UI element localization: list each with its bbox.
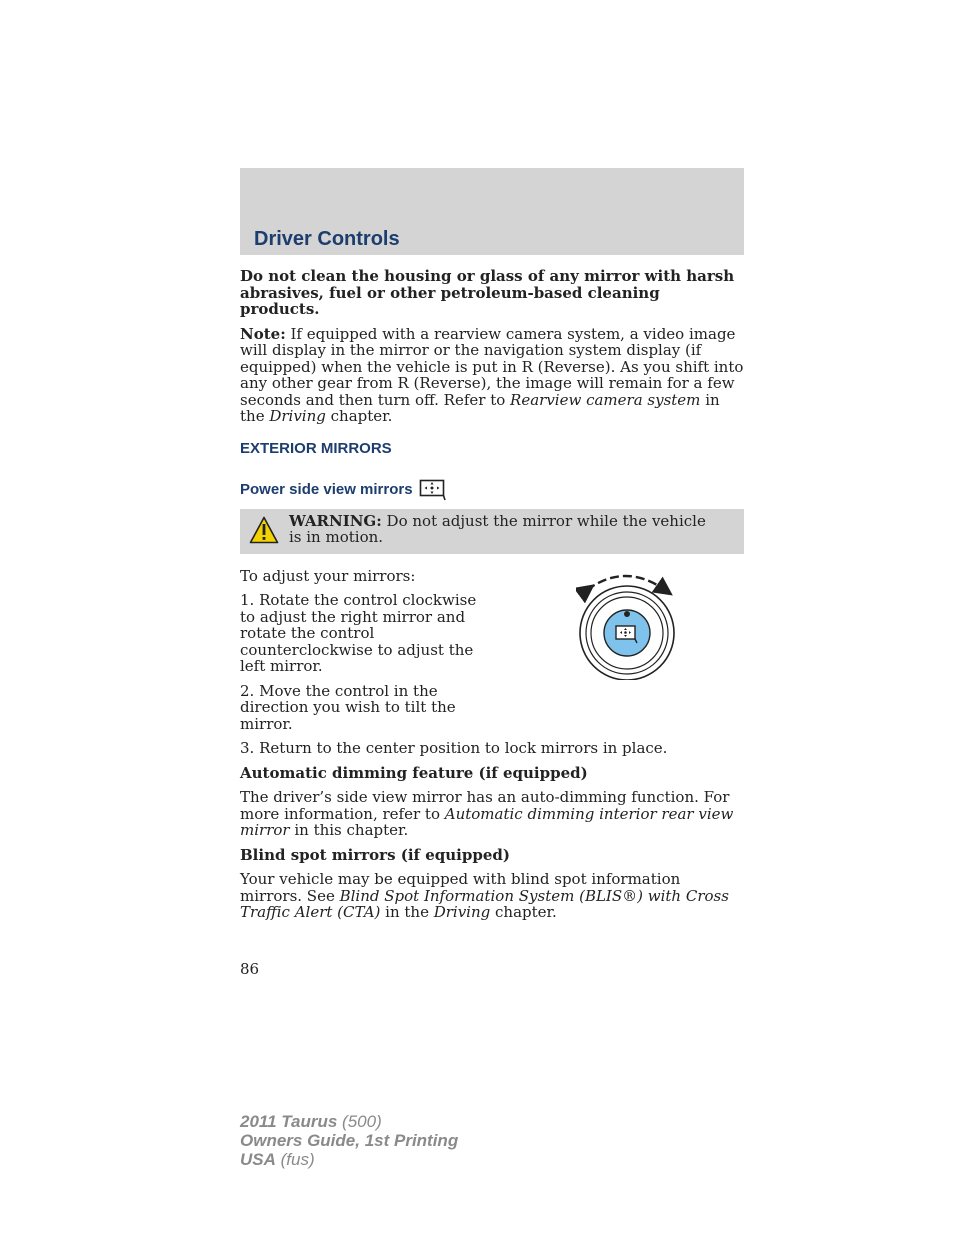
note-label: Note: [240,324,286,343]
auto-dim-text-2: in this chapter. [289,821,409,839]
warning-label: WARNING: [289,511,382,530]
footer-line-1 [240,1112,458,1131]
power-mirror-icon [419,479,447,501]
note-text-1: If equipped with a rearview camera system, a video image will display in the mirror or the navigation system display (if equipped) when the vehicle is put in R (Reverse). As you shift into any other gear from R (Reverse), the image will remain for a few seconds and then turn off. Refer to [240,324,744,409]
step-1: 1. Rotate the control clockwise to adjust the right mirror and rotate the control counterclockwise to adjust the left mirror. [240,591,477,675]
auto-dim-ref: Automatic dimming interior rear view mirror [240,804,734,839]
blind-spot-text-2: in the [380,903,434,921]
footer-line-2 [240,1131,458,1150]
footer-guide: Owners Guide, 1st Printing [240,1131,459,1150]
blind-spot-ref-blis: Blind Spot Information System (BLIS®) with Cross Traffic Alert (CTA) [240,886,729,921]
auto-dim-heading: Automatic dimming feature (if equipped) [240,763,588,782]
warning-box [240,509,744,554]
note-ref-rearview-camera: Rearview camera system [510,390,701,409]
step-2: 2. Move the control in the direction you wish to tilt the mirror. [240,681,456,733]
blind-spot-text-1: Your vehicle may be equipped with blind spot information mirrors. See [240,870,681,905]
note-paragraph [240,326,744,425]
subsection-heading-row [240,479,744,501]
auto-dim-paragraph [240,789,744,839]
mirror-control-knob-illustration [576,568,676,680]
auto-dim-text-1: The driver’s side view mirror has an auto-dimming function. For more information, refer to [240,788,730,823]
page-content [240,268,744,921]
subsection-heading: Power side view mirrors [240,481,413,498]
footer-line-3 [240,1150,458,1169]
document-footer [240,1112,458,1169]
blind-spot-text-3: chapter. [490,903,557,921]
footer-region-code: (fus) [275,1150,315,1169]
footer-model: 2011 Taurus [240,1112,338,1131]
blind-spot-ref-driving: Driving [433,903,491,921]
cleaning-caution: Do not clean the housing or glass of any mirror with harsh abrasives, fuel or other petroleum-based cleaning products. [240,267,735,318]
blind-spot-paragraph [240,871,744,921]
adjust-intro: To adjust your mirrors: [240,566,416,585]
page-number: 86 [240,960,260,978]
blind-spot-heading: Blind spot mirrors (if equipped) [240,845,510,864]
section-heading: EXTERIOR MIRRORS [240,439,392,457]
note-text-2: in the [240,390,720,425]
warning-text [289,513,714,546]
warning-triangle-icon [249,516,279,544]
footer-region: USA [240,1150,276,1169]
note-ref-driving: Driving [269,407,326,425]
warning-message: Do not adjust the mirror while the vehicle is in motion. [289,511,706,546]
chapter-header-band [240,168,744,255]
chapter-title: Driver Controls [254,228,400,250]
note-text-3: chapter. [325,407,393,425]
adjust-text-column [240,568,495,733]
step-3: 3. Return to the center position to lock mirrors in place. [240,739,668,757]
adjust-section [240,568,744,733]
footer-model-code: (500) [337,1112,382,1131]
